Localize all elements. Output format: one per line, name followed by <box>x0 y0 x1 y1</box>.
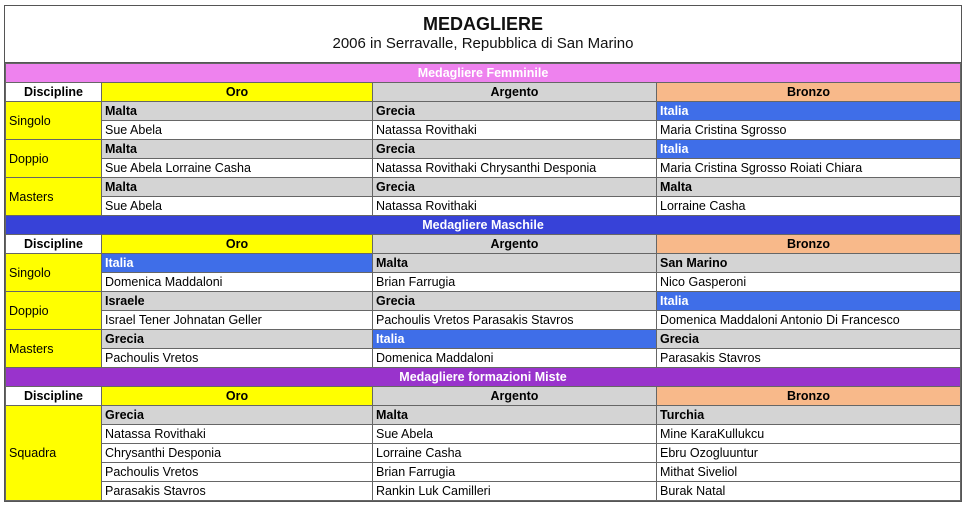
nation-row <box>6 292 961 311</box>
athlete-cell-bronze: Nico Gasperoni <box>657 273 961 292</box>
athlete-cell-bronze: Burak Natal <box>657 482 961 501</box>
nation-row <box>6 254 961 273</box>
column-header-bronze: Bronzo <box>657 387 961 406</box>
nation-cell-silver: Malta <box>373 254 657 273</box>
column-header-silver: Argento <box>373 235 657 254</box>
nation-row <box>6 330 961 349</box>
athlete-cell-gold: Pachoulis Vretos <box>102 463 373 482</box>
athlete-row <box>6 482 961 501</box>
column-header-discipline: Discipline <box>6 83 102 102</box>
nation-cell-silver: Malta <box>373 406 657 425</box>
athlete-row <box>6 159 961 178</box>
athlete-cell-bronze: Mine KaraKullukcu <box>657 425 961 444</box>
discipline-label: Masters <box>6 178 102 216</box>
nation-cell-silver: Grecia <box>373 140 657 159</box>
athlete-cell-gold: Pachoulis Vretos <box>102 349 373 368</box>
discipline-label: Doppio <box>6 140 102 178</box>
nation-cell-silver: Grecia <box>373 292 657 311</box>
athlete-row <box>6 311 961 330</box>
athlete-cell-silver: Domenica Maddaloni <box>373 349 657 368</box>
page-subtitle: 2006 in Serravalle, Repubblica di San Marino <box>332 35 634 52</box>
nation-cell-gold: Malta <box>102 102 373 121</box>
nation-cell-gold: Grecia <box>102 330 373 349</box>
column-header-silver: Argento <box>373 83 657 102</box>
column-header-discipline: Discipline <box>6 387 102 406</box>
athlete-row <box>6 463 961 482</box>
discipline-label: Singolo <box>6 254 102 292</box>
nation-cell-bronze: Turchia <box>657 406 961 425</box>
athlete-cell-gold: Sue Abela <box>102 197 373 216</box>
athlete-cell-gold: Natassa Rovithaki <box>102 425 373 444</box>
column-header-discipline: Discipline <box>6 235 102 254</box>
nation-cell-gold: Malta <box>102 178 373 197</box>
nation-cell-bronze: San Marino <box>657 254 961 273</box>
medal-table <box>5 63 961 501</box>
athlete-cell-gold: Domenica Maddaloni <box>102 273 373 292</box>
athlete-cell-silver: Pachoulis Vretos Parasakis Stavros <box>373 311 657 330</box>
column-header-row <box>6 387 961 406</box>
section-title: Medagliere Femminile <box>6 64 961 83</box>
athlete-row <box>6 273 961 292</box>
athlete-cell-silver: Natassa Rovithaki <box>373 197 657 216</box>
athlete-cell-silver: Rankin Luk Camilleri <box>373 482 657 501</box>
medal-table-document <box>4 5 962 502</box>
column-header-gold: Oro <box>102 235 373 254</box>
athlete-cell-silver: Brian Farrugia <box>373 463 657 482</box>
nation-cell-gold: Italia <box>102 254 373 273</box>
discipline-label: Squadra <box>6 406 102 501</box>
nation-cell-silver: Grecia <box>373 178 657 197</box>
nation-row <box>6 406 961 425</box>
athlete-cell-bronze: Domenica Maddaloni Antonio Di Francesco <box>657 311 961 330</box>
nation-cell-bronze: Italia <box>657 140 961 159</box>
nation-cell-gold: Grecia <box>102 406 373 425</box>
athlete-row <box>6 444 961 463</box>
column-header-bronze: Bronzo <box>657 235 961 254</box>
athlete-row <box>6 425 961 444</box>
athlete-cell-gold: Israel Tener Johnatan Geller <box>102 311 373 330</box>
discipline-label: Masters <box>6 330 102 368</box>
athlete-cell-gold: Parasakis Stavros <box>102 482 373 501</box>
nation-cell-bronze: Italia <box>657 102 961 121</box>
column-header-row <box>6 83 961 102</box>
discipline-label: Singolo <box>6 102 102 140</box>
nation-cell-bronze: Grecia <box>657 330 961 349</box>
section-title: Medagliere Maschile <box>6 216 961 235</box>
athlete-cell-gold: Sue Abela Lorraine Casha <box>102 159 373 178</box>
athlete-cell-silver: Brian Farrugia <box>373 273 657 292</box>
nation-row <box>6 102 961 121</box>
section-title: Medagliere formazioni Miste <box>6 368 961 387</box>
column-header-silver: Argento <box>373 387 657 406</box>
athlete-row <box>6 349 961 368</box>
athlete-cell-gold: Sue Abela <box>102 121 373 140</box>
section-header-row <box>6 216 961 235</box>
athlete-cell-gold: Chrysanthi Desponia <box>102 444 373 463</box>
document-header <box>5 6 961 63</box>
column-header-gold: Oro <box>102 387 373 406</box>
nation-cell-gold: Israele <box>102 292 373 311</box>
athlete-cell-silver: Sue Abela <box>373 425 657 444</box>
nation-cell-bronze: Malta <box>657 178 961 197</box>
nation-row <box>6 140 961 159</box>
athlete-cell-silver: Natassa Rovithaki <box>373 121 657 140</box>
column-header-row <box>6 235 961 254</box>
athlete-cell-bronze: Maria Cristina Sgrosso Roiati Chiara <box>657 159 961 178</box>
athlete-row <box>6 121 961 140</box>
athlete-cell-bronze: Maria Cristina Sgrosso <box>657 121 961 140</box>
athlete-cell-bronze: Mithat Siveliol <box>657 463 961 482</box>
nation-cell-gold: Malta <box>102 140 373 159</box>
column-header-gold: Oro <box>102 83 373 102</box>
nation-cell-silver: Italia <box>373 330 657 349</box>
page-title: MEDAGLIERE <box>422 14 543 34</box>
discipline-label: Doppio <box>6 292 102 330</box>
section-header-row <box>6 64 961 83</box>
athlete-row <box>6 197 961 216</box>
nation-row <box>6 178 961 197</box>
column-header-bronze: Bronzo <box>657 83 961 102</box>
nation-cell-bronze: Italia <box>657 292 961 311</box>
athlete-cell-bronze: Parasakis Stavros <box>657 349 961 368</box>
athlete-cell-bronze: Lorraine Casha <box>657 197 961 216</box>
section-header-row <box>6 368 961 387</box>
athlete-cell-silver: Natassa Rovithaki Chrysanthi Desponia <box>373 159 657 178</box>
athlete-cell-silver: Lorraine Casha <box>373 444 657 463</box>
athlete-cell-bronze: Ebru Ozogluuntur <box>657 444 961 463</box>
nation-cell-silver: Grecia <box>373 102 657 121</box>
